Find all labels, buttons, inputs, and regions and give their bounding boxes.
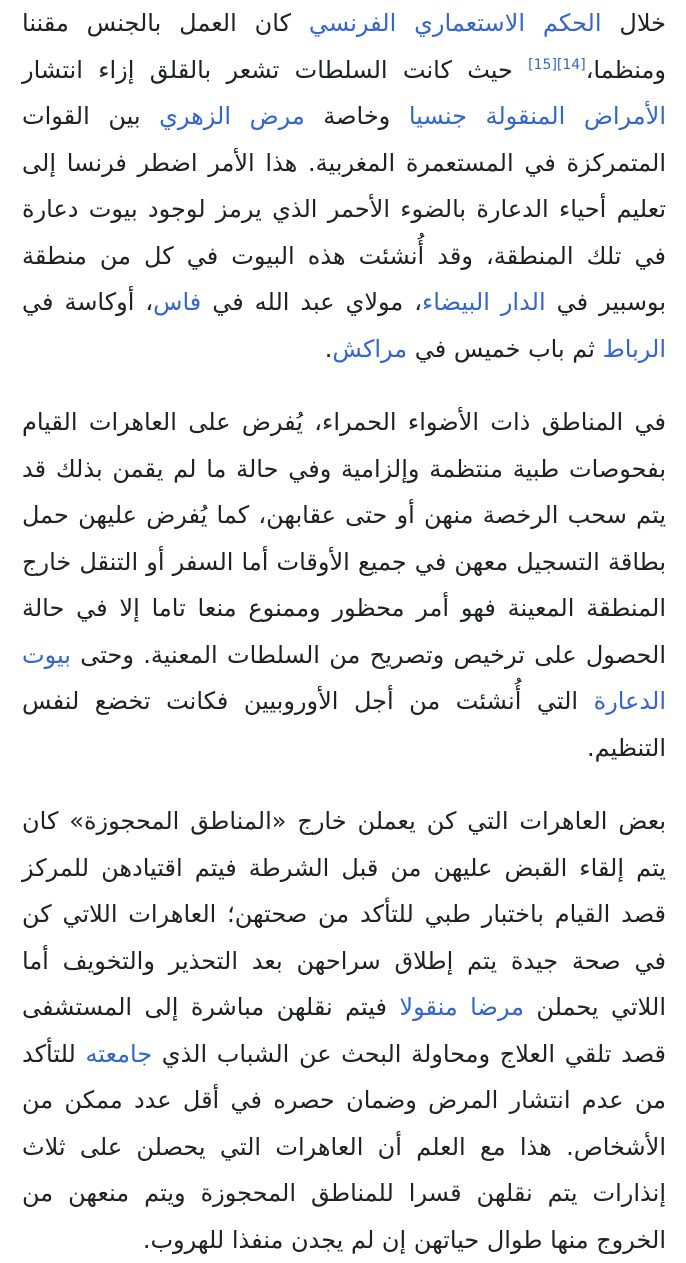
link-syphilis[interactable]: مرض الزهري xyxy=(159,102,305,130)
ref-14[interactable]: [14] xyxy=(556,56,586,73)
text-run: للتأكد من عدم انتشار المرض وضمان حصره في أقل عدد ممكن من الأشخاص. هذا مع العلم أن العاهرات التي يحصلن على ثلاث إنذارات يتم نقلهن قسرا للمناطق المحجوزة ويتم منعهن من الخروج منها طوال حياتهن إن لم يجدن منفذا للهروب. xyxy=(22,1039,666,1254)
text-run: . xyxy=(324,334,333,363)
ref-15-sup xyxy=(528,57,557,73)
link-fes[interactable]: فاس xyxy=(153,288,202,316)
link-transmitted-disease[interactable]: مرضا منقولا xyxy=(399,993,524,1021)
text-run: ، مولاي عبد الله في xyxy=(201,288,422,316)
paragraph-arrests-outside-zones xyxy=(22,798,666,1263)
text-run: وخاصة xyxy=(304,102,409,130)
text-run: كان العمل بالجنس مقننا ومنظما، xyxy=(22,9,666,84)
link-french-colonial-rule[interactable]: الحكم الاستعماري الفرنسي xyxy=(308,9,602,37)
text-run: خلال xyxy=(601,9,666,37)
text-run: فيتم نقلهن مباشرة إلى المستشفى قصد تلقي العلاج ومحاولة البحث عن الشباب الذي xyxy=(22,993,666,1068)
paragraph-colonial-regulation xyxy=(22,0,666,372)
link-marrakesh[interactable]: مراكش xyxy=(332,334,408,363)
ref-14-sup xyxy=(557,57,586,73)
text-run: حيث كانت السلطات تشعر بالقلق إزاء انتشار xyxy=(22,55,529,84)
paragraph-red-light-districts xyxy=(22,399,666,771)
text-run: بعض العاهرات التي كن يعملن خارج «المناطق المحجوزة» كان يتم إلقاء القبض عليهن من قبل الشرطة فيتم اقتيادهن للمركز قصد القيام باختبار طبي للتأكد من صحتهن؛ العاهرات اللاتي كن في صحة جيدة يتم إطلاق سراحهن بعد التحذير والتخويف أما اللاتي يحملن xyxy=(22,807,666,1021)
link-rabat[interactable]: الرباط xyxy=(602,334,666,363)
text-run: بين القوات المتمركزة في المستعمرة المغربية. هذا الأمر اضطر فرنسا إلى تعليم أحياء الدعارة بالضوء الأحمر الذي يرمز لوجود بيوت دعارة في تلك المنطقة، وقد أُنشئت هذه البيوت في كل من منطقة بوسبير في xyxy=(22,102,667,316)
text-run: التي أُنشئت من أجل الأوروبيين فكانت تخضع لنفس التنظيم. xyxy=(22,687,666,762)
link-brothels[interactable]: بيوت الدعارة xyxy=(22,640,666,715)
ref-15[interactable]: [15] xyxy=(528,56,557,73)
text-run: في المناطق ذات الأضواء الحمراء، يُفرض على العاهرات القيام بفحوصات طبية منتظمة وإلزامية وفي حالة ما لم يقمن بذلك قد يتم سحب الرخصة منهن أو حتى عقابهن، كما يُفرض عليهن حمل بطاقة التسجيل معهن في جميع الأوقات أما السفر أو التنقل خارج المنطقة المعينة فهو أمر محظور وممنوع منعا تاما إلا في حالة الحصول على ترخيص وتصريح من السلطات المعنية. وحتى xyxy=(22,408,666,669)
link-intercourse[interactable]: جامعته xyxy=(85,1039,153,1068)
text-run: ثم باب خميس في xyxy=(407,334,603,363)
link-casablanca[interactable]: الدار البيضاء xyxy=(421,288,546,316)
link-sexually-transmitted-diseases[interactable]: الأمراض المنقولة جنسيا xyxy=(408,102,666,130)
text-run: ، أوكاسة في xyxy=(22,288,154,316)
